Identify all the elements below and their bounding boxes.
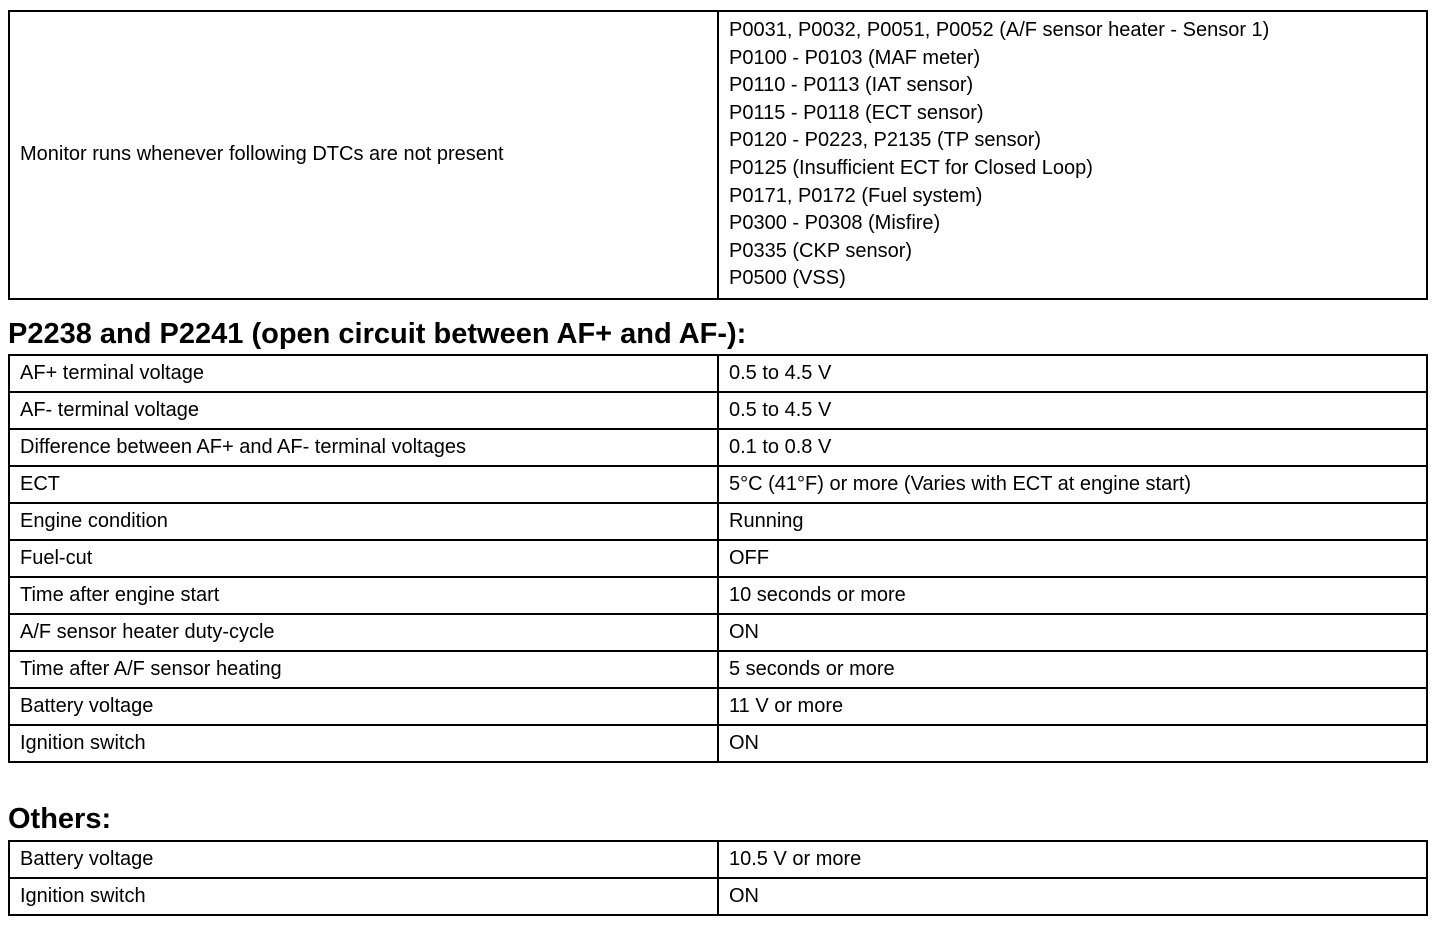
condition-item: Fuel-cut	[9, 540, 718, 577]
condition-value: Running	[718, 503, 1427, 540]
table-row	[9, 355, 1427, 392]
condition-item: Engine condition	[9, 503, 718, 540]
dtc-item: P0125 (Insufficient ECT for Closed Loop)	[729, 157, 1093, 179]
condition-item: ECT	[9, 466, 718, 503]
section-heading-others: Others:	[8, 803, 112, 835]
monitor-label: Monitor runs whenever following DTCs are not present	[9, 11, 718, 299]
table-row	[9, 392, 1427, 429]
table-row	[9, 841, 1427, 878]
condition-item: Battery voltage	[9, 841, 718, 878]
condition-value: OFF	[718, 540, 1427, 577]
dtc-list	[718, 11, 1427, 299]
p2238-conditions-table	[8, 354, 1428, 763]
condition-value: 0.5 to 4.5 V	[718, 355, 1427, 392]
condition-value: 5°C (41°F) or more (Varies with ECT at engine start)	[718, 466, 1427, 503]
condition-item: A/F sensor heater duty-cycle	[9, 614, 718, 651]
others-conditions-table	[8, 840, 1428, 916]
table-row	[9, 503, 1427, 540]
table-row	[9, 878, 1427, 915]
condition-value: 0.1 to 0.8 V	[718, 429, 1427, 466]
table-row	[9, 651, 1427, 688]
dtc-item: P0110 - P0113 (IAT sensor)	[729, 74, 974, 97]
condition-item: Battery voltage	[9, 688, 718, 725]
condition-value: ON	[718, 725, 1427, 762]
condition-value: 0.5 to 4.5 V	[718, 392, 1427, 429]
condition-value: 11 V or more	[718, 688, 1427, 725]
table-row	[9, 466, 1427, 503]
condition-value: 10.5 V or more	[718, 841, 1427, 878]
dtc-item: P0300 - P0308 (Misfire)	[729, 212, 941, 235]
table-row	[9, 725, 1427, 762]
condition-item: Time after engine start	[9, 577, 718, 614]
table-row	[9, 540, 1427, 577]
condition-value: ON	[718, 878, 1427, 915]
condition-item: Ignition switch	[9, 878, 718, 915]
table-row	[9, 688, 1427, 725]
condition-item: Difference between AF+ and AF- terminal voltages	[9, 429, 718, 466]
condition-item: AF- terminal voltage	[9, 392, 718, 429]
table-row	[9, 429, 1427, 466]
section-heading-p2238: P2238 and P2241 (open circuit between AF+ and AF-):	[8, 318, 747, 350]
table-row	[9, 577, 1427, 614]
dtc-item: P0120 - P0223, P2135 (TP sensor)	[729, 129, 1042, 152]
condition-value: ON	[718, 614, 1427, 651]
table-row	[9, 11, 1427, 299]
condition-item: Time after A/F sensor heating	[9, 651, 718, 688]
condition-item: AF+ terminal voltage	[9, 355, 718, 392]
condition-item: Ignition switch	[9, 725, 718, 762]
dtc-item: P0335 (CKP sensor)	[729, 239, 913, 262]
dtc-item: P0100 - P0103 (MAF meter)	[729, 46, 981, 69]
table-row	[9, 614, 1427, 651]
condition-value: 10 seconds or more	[718, 577, 1427, 614]
dtc-item: P0171, P0172 (Fuel system)	[729, 184, 983, 207]
monitor-conditions-table	[8, 10, 1428, 300]
dtc-item: P0115 - P0118 (ECT sensor)	[729, 101, 984, 124]
condition-value: 5 seconds or more	[718, 651, 1427, 688]
dtc-item: P0500 (VSS)	[729, 267, 846, 290]
dtc-item: P0031, P0032, P0051, P0052 (A/F sensor heater - Sensor 1)	[729, 19, 1270, 42]
